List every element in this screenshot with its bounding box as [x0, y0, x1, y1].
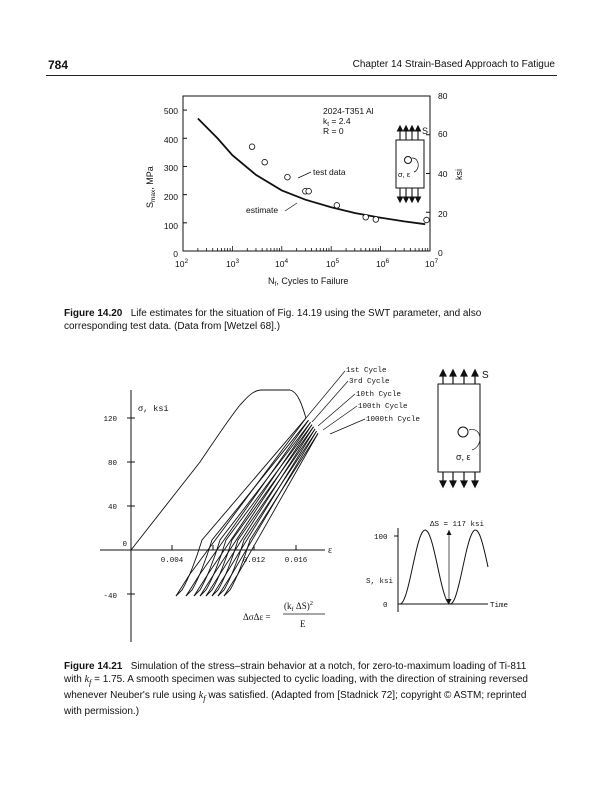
figure-14-21-caption: Figure 14.21 Simulation of the stress–strain behavior at a notch, for zero-to-maximum loading of Ti-811 with $k_f = 1.75$. A smooth specimen was subjected to cyclic loading, with the direction of straining reversed whenever Neuber's rule using $k_f$ was satisfied. (Adapted from [Stadnick 72]; copyright © ASTM; reprinted with permission.) — [64, 661, 528, 717]
svg-text:100th Cycle: 100th Cycle — [358, 403, 408, 411]
svg-text:S, ksi: S, ksi — [366, 578, 394, 586]
neuber-rule — [243, 600, 325, 629]
y2-axis-label: ksi — [454, 169, 464, 180]
strain-tick-0016: 0.016 — [284, 557, 308, 565]
reloading-branch — [200, 425, 312, 596]
estimate-leader — [285, 203, 297, 211]
svg-text:Time: Time — [490, 602, 509, 610]
reloading-branch — [186, 420, 309, 596]
svg-text:3rd Cycle: 3rd Cycle — [349, 378, 390, 386]
svg-text:S: S — [422, 126, 429, 136]
svg-text:S: S — [482, 370, 489, 381]
page-number: 784 — [48, 58, 69, 72]
y2-tick-80: 80 — [438, 91, 448, 101]
y2-tick-20: 20 — [438, 209, 448, 219]
svg-text:106: $10^6$ — [376, 258, 390, 269]
r-ratio-label: R = 0 — [323, 126, 344, 136]
sigma-tick-0: 0 — [122, 541, 127, 549]
y-tick-500: 500 — [163, 106, 178, 116]
svg-text:ΔS = 117 ksi: ΔS = 117 ksi — [430, 521, 485, 529]
material-label: 2024-T351 Al — [323, 106, 374, 116]
test-data-leader — [298, 172, 311, 178]
estimate-label: estimate — [246, 205, 279, 215]
svg-text:104: $10^4$ — [275, 258, 289, 269]
hysteresis-loops — [131, 390, 318, 596]
svg-text:10th Cycle: 10th Cycle — [356, 391, 402, 399]
y-axis-label: $S_{max}$, MPa — [145, 166, 157, 208]
y-tick-200: 200 — [163, 192, 178, 202]
reloading-branch — [224, 433, 318, 596]
svg-text:1000th Cycle: 1000th Cycle — [366, 416, 421, 424]
sigma-tick-120: 120 — [103, 416, 117, 424]
figure-14-20-caption — [64, 307, 544, 333]
strain-tick-0004: 0.004 — [160, 557, 184, 565]
running-head: Chapter 14 Strain-Based Approach to Fatigue — [352, 59, 555, 70]
svg-text:ΔσΔε =: ΔσΔε = — [243, 612, 271, 622]
y2-tick-60: 60 — [438, 129, 448, 139]
svg-text:103: $10^3$ — [226, 258, 240, 269]
svg-text:E: E — [300, 619, 306, 629]
x-tick-labels — [175, 258, 438, 269]
figure-14-20-label: Figure 14.20 — [64, 308, 123, 319]
svg-text:102: $10^2$ — [175, 258, 189, 269]
y2-tick-0: 0 — [438, 248, 443, 258]
loading-inset — [366, 521, 508, 612]
test-data-point — [424, 217, 430, 223]
test-data-point — [334, 203, 340, 209]
test-data-point — [363, 214, 369, 220]
test-data-point — [249, 144, 255, 150]
test-data-point — [373, 217, 379, 223]
specimen-sketch — [396, 126, 428, 202]
svg-text:(kf ΔS)2: ($k_f$ ΔS)$^2$ — [284, 600, 313, 613]
svg-text:105: $10^5$ — [326, 258, 340, 269]
cycle-labels — [306, 367, 420, 434]
sigma-tick-40: 40 — [107, 504, 117, 512]
x-axis-label: $N_f$, Cycles to Failure — [268, 276, 349, 288]
svg-text:σ, ε: σ, ε — [398, 170, 411, 179]
sigma-axis-label: σ, ksi — [138, 404, 169, 414]
svg-text:1st Cycle: 1st Cycle — [346, 367, 387, 375]
y-tick-400: 400 — [163, 135, 178, 145]
y-tick-100: 100 — [163, 221, 178, 231]
y-tick-0: 0 — [173, 249, 178, 259]
svg-text:100: 100 — [374, 534, 388, 542]
estimate-curve — [198, 119, 425, 225]
svg-text:0: 0 — [383, 602, 388, 610]
reloading-branch — [206, 427, 314, 596]
test-data-label: test data — [313, 167, 346, 177]
strain-axis-label: ε — [328, 545, 333, 556]
test-data-point — [285, 174, 291, 180]
first-loading-curve — [131, 390, 306, 550]
svg-text:σ, ε: σ, ε — [456, 452, 471, 462]
specimen-sketch-2 — [438, 370, 489, 487]
sigma-tick-neg40: -40 — [103, 593, 117, 601]
test-data-point — [262, 159, 268, 165]
svg-text:107: $10^7$ — [425, 258, 439, 269]
plot-frame — [183, 96, 430, 251]
kt-label: $k_t = 2.4$ — [323, 116, 351, 128]
figure-14-20-text: Life estimates for the situation of Fig. 14.19 using the SWT parameter, and also corresponding test data. (Data from [Wetzel 68].) — [64, 308, 482, 332]
reloading-branch — [194, 422, 311, 596]
y-tick-300: 300 — [163, 163, 178, 173]
y2-tick-40: 40 — [438, 169, 448, 179]
figure-14-21-label: Figure 14.21 — [64, 661, 123, 672]
sigma-tick-80: 80 — [107, 460, 117, 468]
reloading-branch — [212, 429, 315, 596]
strain-tick-0012: 0.012 — [242, 557, 266, 565]
test-data-point — [306, 188, 312, 194]
